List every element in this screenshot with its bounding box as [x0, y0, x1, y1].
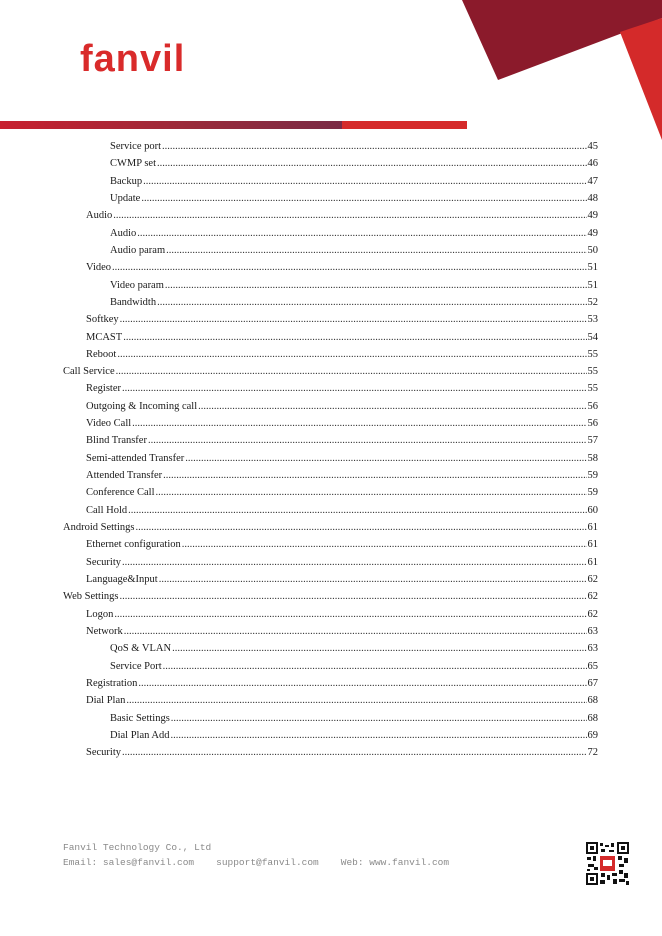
- toc-entry-label: Video: [86, 262, 112, 274]
- toc-entry[interactable]: [86, 624, 598, 640]
- toc-entry-page: 51: [587, 279, 598, 291]
- toc-entry-page: 63: [587, 625, 598, 637]
- toc-dot-leader: [157, 156, 587, 172]
- toc-entry[interactable]: [86, 347, 598, 363]
- footer-email[interactable]: Email: sales@fanvil.com: [63, 857, 195, 868]
- toc-entry-label: Conference Call: [86, 487, 155, 499]
- toc-dot-leader: [148, 433, 587, 449]
- toc-entry[interactable]: [86, 208, 598, 224]
- toc-entry-page: 51: [587, 262, 598, 274]
- toc-dot-leader: [162, 139, 586, 155]
- toc-entry[interactable]: [86, 260, 598, 276]
- toc-entry-page: 63: [587, 643, 598, 655]
- toc-dot-leader: [171, 728, 587, 744]
- toc-dot-leader: [163, 468, 586, 484]
- toc-dot-leader: [143, 174, 586, 190]
- toc-dot-leader: [112, 260, 586, 276]
- header-bar-dark: [0, 121, 342, 129]
- toc-entry-page: 57: [587, 435, 598, 447]
- toc-entry-page: 68: [587, 712, 598, 724]
- toc-dot-leader: [163, 659, 587, 675]
- toc-dot-leader: [126, 693, 586, 709]
- toc-entry-page: 62: [587, 574, 598, 585]
- toc-entry[interactable]: [110, 191, 598, 207]
- toc-entry-page: 50: [587, 244, 598, 256]
- toc-dot-leader: [124, 624, 587, 640]
- toc-dot-leader: [141, 191, 586, 207]
- toc-entry-label: Logon: [86, 608, 114, 620]
- toc-dot-leader: [137, 226, 586, 242]
- toc-entry-label: Android Settings: [63, 522, 135, 534]
- toc-dot-leader: [122, 745, 587, 761]
- toc-entry-label: Backup: [110, 175, 143, 187]
- toc-entry-page: 72: [587, 747, 598, 759]
- toc-dot-leader: [123, 330, 586, 346]
- toc-entry[interactable]: [110, 278, 598, 294]
- toc-entry[interactable]: [86, 330, 598, 346]
- toc-entry-page: 59: [587, 487, 598, 499]
- toc-entry-page: 68: [587, 695, 598, 707]
- toc-entry[interactable]: [86, 693, 598, 709]
- toc-entry[interactable]: [110, 156, 598, 172]
- toc-entry[interactable]: [86, 555, 598, 571]
- toc-entry-label: Audio: [86, 210, 113, 222]
- toc-dot-leader: [198, 399, 586, 415]
- toc-entry-page: 60: [587, 504, 598, 516]
- toc-entry[interactable]: [86, 537, 598, 553]
- toc-entry-page: 61: [587, 522, 598, 534]
- toc-entry[interactable]: [110, 728, 598, 744]
- toc-entry[interactable]: [86, 572, 598, 588]
- toc-entry-page: 55: [587, 366, 598, 378]
- toc-entry-page: 59: [587, 470, 598, 482]
- toc-entry-label: Ethernet configuration: [86, 539, 181, 551]
- qr-code-icon: [586, 842, 629, 885]
- toc-entry-page: 61: [587, 556, 598, 568]
- toc-entry-label: Call Hold: [86, 504, 128, 516]
- toc-dot-leader: [132, 416, 586, 432]
- toc-entry[interactable]: [86, 485, 598, 501]
- toc-dot-leader: [172, 641, 586, 657]
- toc-entry[interactable]: [110, 711, 598, 727]
- toc-dot-leader: [117, 347, 586, 363]
- toc-entry-page: 67: [587, 677, 598, 689]
- toc-entry-label: Web Settings: [63, 591, 119, 603]
- toc-dot-leader: [159, 572, 587, 588]
- toc-entry-label: Outgoing & Incoming call: [86, 400, 198, 412]
- toc-entry-label: Update: [110, 192, 141, 204]
- toc-entry-label: Bandwidth: [110, 296, 157, 308]
- toc-entry-page: 61: [587, 539, 598, 551]
- toc-entry-label: Service Port: [110, 660, 162, 672]
- toc-entry[interactable]: [63, 520, 598, 536]
- toc-entry-page: 62: [587, 591, 598, 603]
- toc-dot-leader: [182, 537, 587, 553]
- toc-dot-leader: [157, 295, 586, 311]
- toc-entry-label: Semi-attended Transfer: [86, 452, 185, 464]
- toc-entry-label: Service port: [110, 141, 162, 152]
- toc-entry-label: Call Service: [63, 366, 115, 378]
- toc-entry-label: Softkey: [86, 314, 119, 326]
- toc-entry-page: 49: [587, 227, 598, 239]
- toc-entry[interactable]: [86, 399, 598, 415]
- toc-entry-label: Dial Plan: [86, 695, 126, 707]
- toc-entry-label: MCAST: [86, 331, 123, 343]
- toc-entry[interactable]: [110, 659, 598, 675]
- header-bar-red: [342, 121, 467, 129]
- toc-dot-leader: [165, 278, 587, 294]
- toc-entry-label: Register: [86, 383, 121, 395]
- toc-entry-label: Language&Input: [86, 574, 158, 585]
- toc-entry-label: CWMP set: [110, 158, 156, 170]
- fanvil-logo: fanvil: [80, 38, 186, 80]
- toc-dot-leader: [166, 243, 586, 259]
- toc-entry-page: 56: [587, 400, 598, 412]
- toc-entry-page: 65: [587, 660, 598, 672]
- toc-dot-leader: [122, 555, 587, 571]
- toc-entry-page: 55: [587, 348, 598, 360]
- toc-entry-label: Attended Transfer: [86, 470, 163, 482]
- toc-entry-label: Video param: [110, 279, 164, 291]
- toc-entry[interactable]: [86, 745, 598, 761]
- corner-red-shape: [620, 18, 662, 140]
- toc-entry-page: 46: [587, 158, 598, 170]
- toc-entry-label: Blind Transfer: [86, 435, 147, 447]
- toc-dot-leader: [120, 312, 587, 328]
- toc-entry[interactable]: [110, 139, 598, 155]
- toc-entry[interactable]: [86, 433, 598, 449]
- toc-entry-label: QoS & VLAN: [110, 643, 172, 655]
- toc-dot-leader: [113, 208, 586, 224]
- toc-dot-leader: [171, 711, 587, 727]
- toc-entry-page: 62: [587, 608, 598, 620]
- toc-entry[interactable]: [86, 451, 598, 467]
- toc-entry[interactable]: [86, 503, 598, 519]
- toc-entry[interactable]: [86, 468, 598, 484]
- toc-entry[interactable]: [86, 676, 598, 692]
- footer-support-email[interactable]: support@fanvil.com: [216, 857, 319, 868]
- toc-dot-leader: [138, 676, 586, 692]
- toc-entry-label: Security: [86, 556, 121, 568]
- footer-website[interactable]: Web: www.fanvil.com: [340, 857, 450, 868]
- footer-company: Fanvil Technology Co., Ltd: [63, 842, 212, 853]
- toc-entry[interactable]: [86, 381, 598, 397]
- toc-entry-page: 47: [587, 175, 598, 187]
- toc-entry-page: 52: [587, 296, 598, 308]
- toc-entry-label: Registration: [86, 677, 138, 689]
- toc-entry-page: 53: [587, 314, 598, 326]
- toc-dot-leader: [135, 520, 586, 536]
- toc-entry-page: 56: [587, 418, 598, 430]
- toc-entry[interactable]: [63, 364, 598, 380]
- toc-entry[interactable]: [110, 243, 598, 259]
- toc-entry[interactable]: [86, 312, 598, 328]
- toc-entry-label: Video Call: [86, 418, 132, 430]
- toc-entry[interactable]: [110, 641, 598, 657]
- toc-dot-leader: [128, 503, 586, 519]
- footer: [63, 840, 471, 870]
- toc-entry-page: 58: [587, 452, 598, 464]
- toc-entry-page: 45: [587, 141, 598, 152]
- toc-entry-page: 54: [587, 331, 598, 343]
- toc-entry[interactable]: [110, 295, 598, 311]
- toc-entry-page: 69: [587, 729, 598, 741]
- toc-entry[interactable]: [110, 226, 598, 242]
- toc-entry-page: 48: [587, 192, 598, 204]
- toc-entry-label: Security: [86, 747, 121, 759]
- toc-entry-label: Audio param: [110, 244, 166, 256]
- toc-entry-label: Reboot: [86, 348, 117, 360]
- toc-entry-page: 55: [587, 383, 598, 395]
- toc-dot-leader: [156, 485, 587, 501]
- toc-dot-leader: [116, 364, 587, 380]
- toc-entry-label: Audio: [110, 227, 137, 239]
- toc-dot-leader: [114, 607, 586, 623]
- toc-entry[interactable]: [110, 174, 598, 190]
- toc-entry-label: Network: [86, 625, 123, 637]
- toc-dot-leader: [119, 589, 586, 605]
- toc-entry-label: Dial Plan Add: [110, 729, 170, 741]
- toc-entry-page: 49: [587, 210, 598, 222]
- toc-entry[interactable]: [63, 589, 598, 605]
- toc-entry[interactable]: [86, 416, 598, 432]
- toc-entry[interactable]: [86, 607, 598, 623]
- toc-entry-label: Basic Settings: [110, 712, 170, 724]
- toc-dot-leader: [185, 451, 586, 467]
- toc-dot-leader: [122, 381, 587, 397]
